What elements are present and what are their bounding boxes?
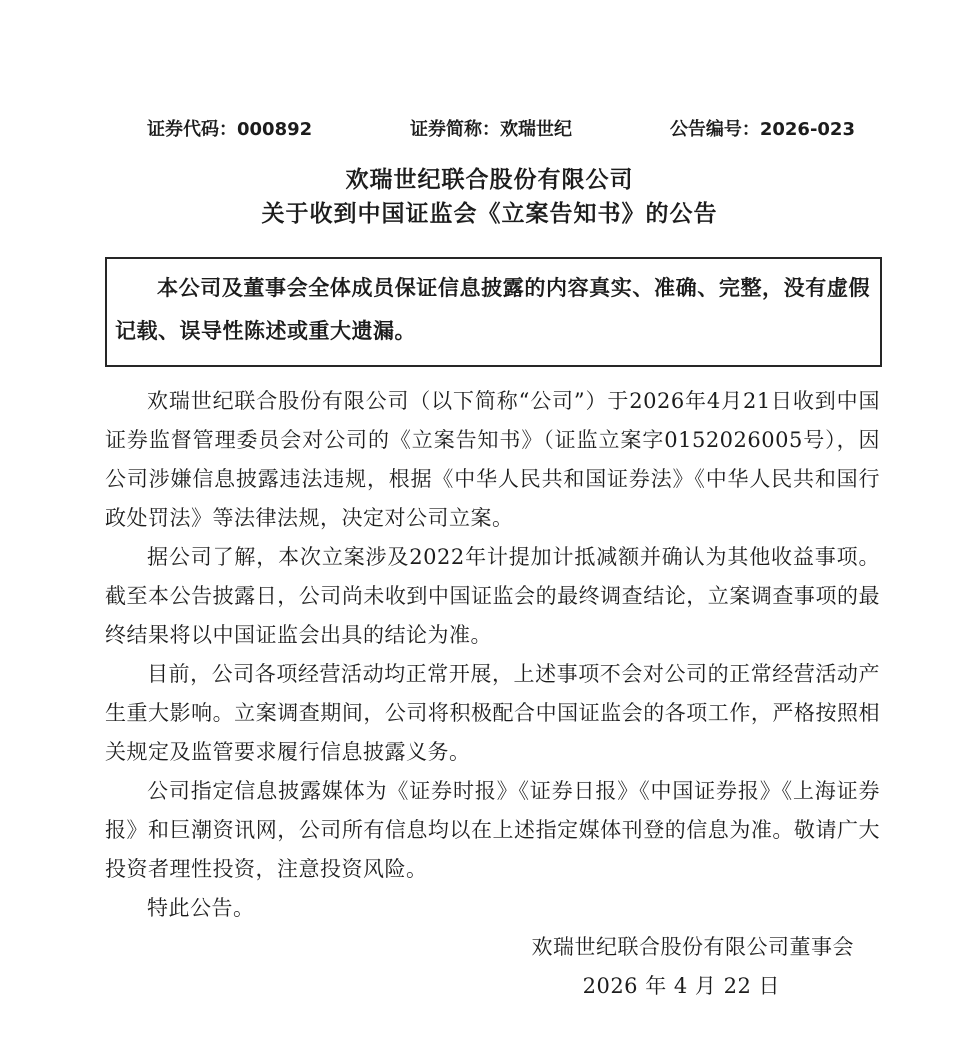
- announcement-number: 公告编号：2026-023: [669, 119, 855, 140]
- company-name-title: 欢瑞世纪联合股份有限公司: [345, 167, 634, 193]
- body-paragraph: 公司指定信息披露媒体为《证券时报》《证券日报》《中国证券报》《上海证券报》和巨潮资讯网，公司所有信息均以在上述指定媒体刊登的信息为准。敬请广大投资者理性投资，注意投资风险。: [105, 779, 880, 881]
- stock-short-name: 证券简称：欢瑞世纪: [410, 119, 572, 140]
- announcement-body: [0, 367, 979, 928]
- announcement-subject-title: 关于收到中国证监会《立案告知书》的公告: [261, 201, 718, 227]
- stock-code: 证券代码：000892: [147, 119, 313, 140]
- body-paragraph: 欢瑞世纪联合股份有限公司（以下简称“公司”）于2026年4月21日收到中国证券监督管理委员会对公司的《立案告知书》（证监立案字0152026005号），因公司涉嫌信息披露违法违规，根据《中华人民共和国证券法》《中华人民共和国行政处罚法》等法律法规，决定对公司立案。: [105, 389, 880, 530]
- signer-name: 欢瑞世纪联合股份有限公司董事会: [531, 935, 854, 959]
- disclaimer-text: 本公司及董事会全体成员保证信息披露的内容真实、准确、完整，没有虚假记载、误导性陈述或重大遗漏。: [115, 276, 870, 343]
- closing-statement: 特此公告。: [147, 896, 255, 920]
- disclaimer-box: [105, 257, 882, 367]
- signature-date: 2026 年 4 月 22 日: [582, 974, 780, 998]
- signature-block: [0, 928, 979, 1006]
- body-paragraph: 据公司了解，本次立案涉及2022年计提加计抵减额并确认为其他收益事项。截至本公告披露日，公司尚未收到中国证监会的最终调查结论，立案调查事项的最终结果将以中国证监会出具的结论为准。: [105, 545, 880, 647]
- body-paragraph: 目前，公司各项经营活动均正常开展，上述事项不会对公司的正常经营活动产生重大影响。立案调查期间，公司将积极配合中国证监会的各项工作，严格按照相关规定及监管要求履行信息披露义务。: [105, 662, 880, 764]
- title-block: [0, 163, 979, 231]
- securities-info-row: [0, 0, 979, 142]
